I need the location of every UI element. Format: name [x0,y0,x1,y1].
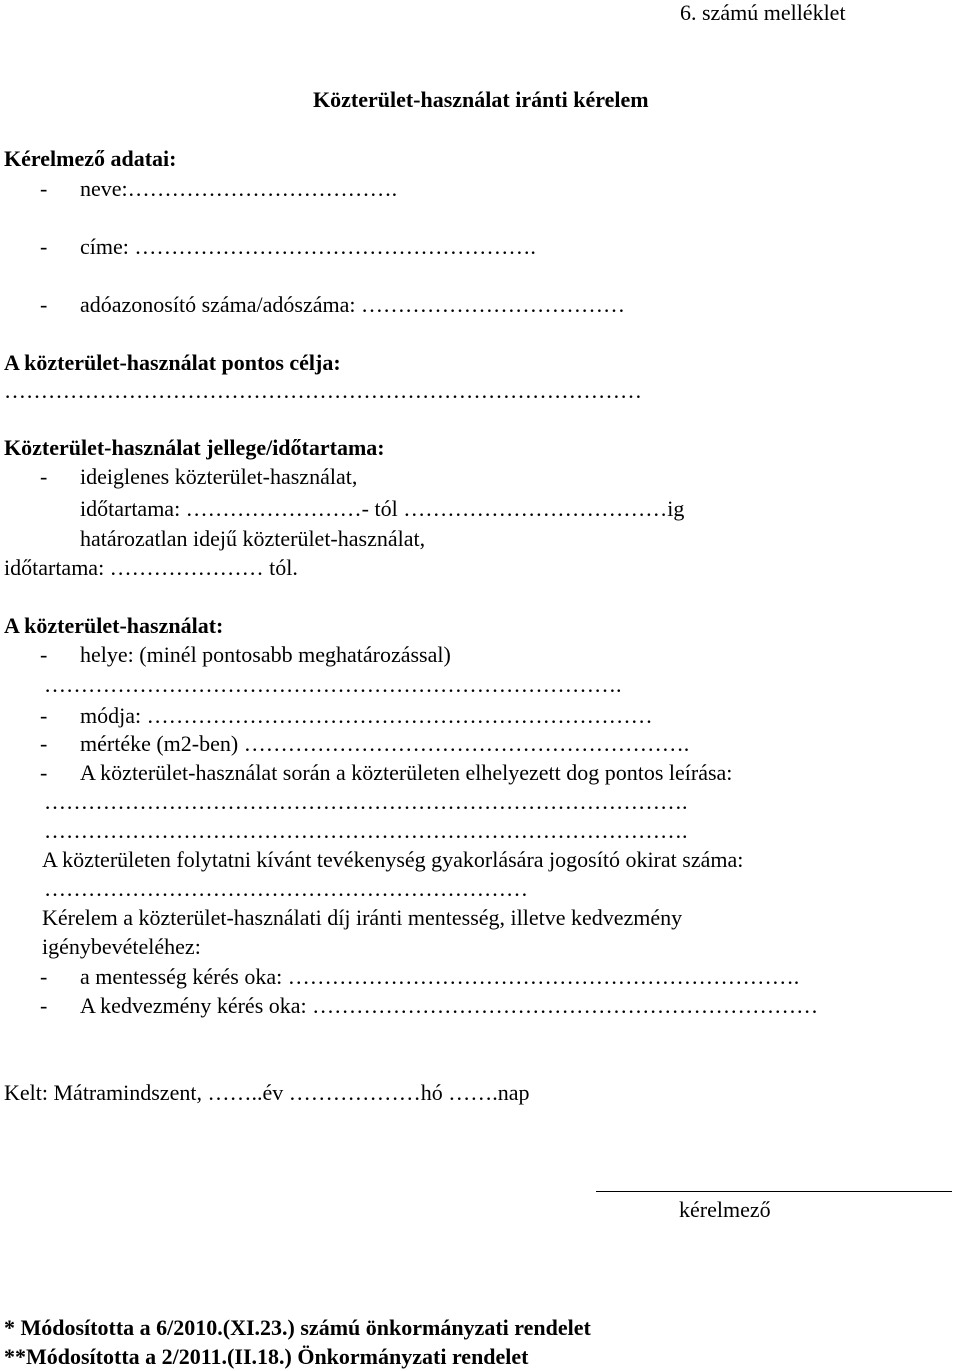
usage-description-blank-1: ……………………………………………………………………………. [44,789,688,814]
signature-label: kérelmező [679,1197,771,1222]
dated-line: Kelt: Mátramindszent, ……..év ………………hó …….nap [4,1080,530,1105]
list-dash: - [40,993,48,1018]
annex-label: 6. számú melléklet [680,0,846,25]
temporary-duration: időtartama: ……………………- tól ………………………………ig [80,496,685,521]
usage-heading: A közterület-használat: [4,613,224,638]
footnote-2: **Módosította a 2/2011.(II.18.) Önkormányzati rendelet [4,1344,529,1369]
temporary-option [40,464,357,490]
usage-method-field [40,703,653,729]
indefinite-duration: időtartama: ………………… tól. [4,555,298,580]
document-title: Közterület-használat iránti kérelem [313,87,649,112]
usage-extent-label: mértéke (m2-ben) ……………………………………………………. [80,731,690,756]
list-dash: - [40,964,48,989]
list-dash: - [40,703,48,728]
discount-reason-field [40,993,818,1019]
applicant-name-label: neve:………………………………. [80,176,398,201]
footnote-1: * Módosította a 6/2010.(XI.23.) számú önkormányzati rendelet [4,1315,591,1340]
applicant-address-label: címe: ………………………………………………. [80,234,536,259]
usage-description-field [40,760,732,786]
exemption-reason-label: a mentesség kérés oka: ……………………………………………………………. [80,964,800,989]
list-dash: - [40,642,48,667]
applicant-name-field [40,176,397,202]
indefinite-option: határozatlan idejű közterület-használat, [80,526,426,551]
usage-description-label: A közterület-használat során a közterületen elhelyezett dog pontos leírása: [80,760,733,785]
permit-blank: ………………………………………………………… [44,876,528,901]
applicant-address-field [40,234,536,260]
discount-reason-label: A kedvezmény kérés oka: …………………………………………………………… [80,993,819,1018]
list-dash: - [40,292,48,317]
list-dash: - [40,731,48,756]
usage-place-label: helye: (minél pontosabb meghatározással) [80,642,451,667]
list-dash: - [40,464,48,489]
purpose-heading: A közterület-használat pontos célja: [4,350,341,375]
usage-place-field [40,642,451,668]
nature-heading: Közterület-használat jellege/időtartama: [4,435,385,460]
list-dash: - [40,176,48,201]
usage-method-label: módja: …………………………………………………………… [80,703,653,728]
purpose-blank: …………………………………………………………………………… [4,378,642,403]
signature-line [596,1191,952,1192]
list-dash: - [40,760,48,785]
permit-label: A közterületen folytatni kívánt tevékenység gyakorlására jogosító okirat száma: [42,847,744,872]
usage-place-blank: ……………………………………………………………………. [44,672,622,697]
applicant-taxid-label: adóazonosító száma/adószáma: ……………………………… [80,292,626,317]
usage-description-blank-2: ……………………………………………………………………………. [44,818,688,843]
applicant-heading: Kérelmező adatai: [4,146,177,171]
exemption-line-2: igénybevételéhez: [42,934,201,959]
exemption-line-1: Kérelem a közterület-használati díj iránti mentesség, illetve kedvezmény [42,905,683,930]
exemption-reason-field [40,964,799,990]
list-dash: - [40,234,48,259]
applicant-taxid-field [40,292,625,318]
usage-extent-field [40,731,689,757]
temporary-label: ideiglenes közterület-használat, [80,464,358,489]
